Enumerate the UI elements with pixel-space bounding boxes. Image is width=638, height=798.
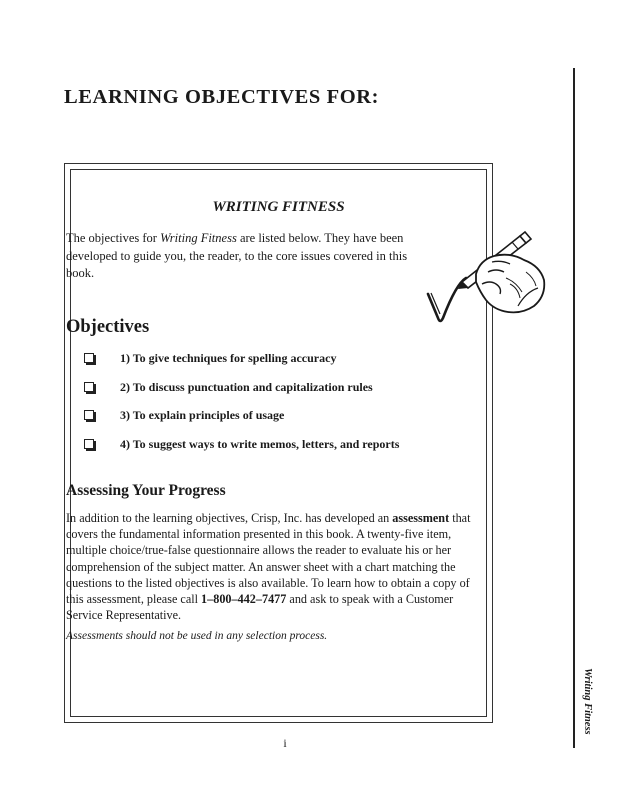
side-running-title-text: Writing Fitness [582,668,593,735]
objective-text: 3) To explain principles of usage [120,408,285,422]
intro-text-before: The objectives for [66,231,161,245]
objectives-heading: Objectives [66,317,150,337]
objective-text: 4) To suggest ways to write memos, letters, and reports [120,436,400,451]
box-title: WRITING FITNESS [212,199,345,215]
assessing-bold-word: assessment [392,511,450,525]
assessing-text-2: that covers the fundamental information presented in this book. A twenty-five item, multiple choice/true-false questionnaire allows the reader to evaluate his or her comprehension of the subject matter. An answer sheet with a chart matching the questions to the listed objectives is also available. To learn how to obtain a copy of this assessment, please call [66,511,471,607]
checkbox-icon [84,382,94,392]
hand-writing-checkmark-icon [422,222,547,332]
assessing-heading: Assessing Your Progress [66,482,226,499]
phone-number: 1–800–442–7477 [201,592,287,607]
checkbox-icon [84,353,94,363]
intro-book-title: Writing Fitness [160,231,237,245]
checkbox-icon [84,439,94,449]
assessing-paragraph [66,510,486,623]
assessing-text-3: and ask to speak with a Customer Service Representative. [66,592,454,623]
checkbox-icon [84,410,94,420]
disclaimer: Assessments should not be used in any selection process. [66,630,328,642]
side-running-title [581,668,593,748]
intro-text-after: are listed below. They have been developed to guide you, the reader, to the core issues covered in this book. [66,231,408,280]
intro-paragraph [66,230,426,283]
objective-text: 2) To discuss punctuation and capitalization rules [120,379,373,394]
objective-text: 1) To give techniques for spelling accuracy [120,351,337,365]
page-title: LEARNING OBJECTIVES FOR: [64,86,380,108]
page-number: i [283,736,287,750]
assessing-text-1: In addition to the learning objectives, Crisp, Inc. has developed an [66,511,393,525]
vertical-rule [573,68,575,748]
